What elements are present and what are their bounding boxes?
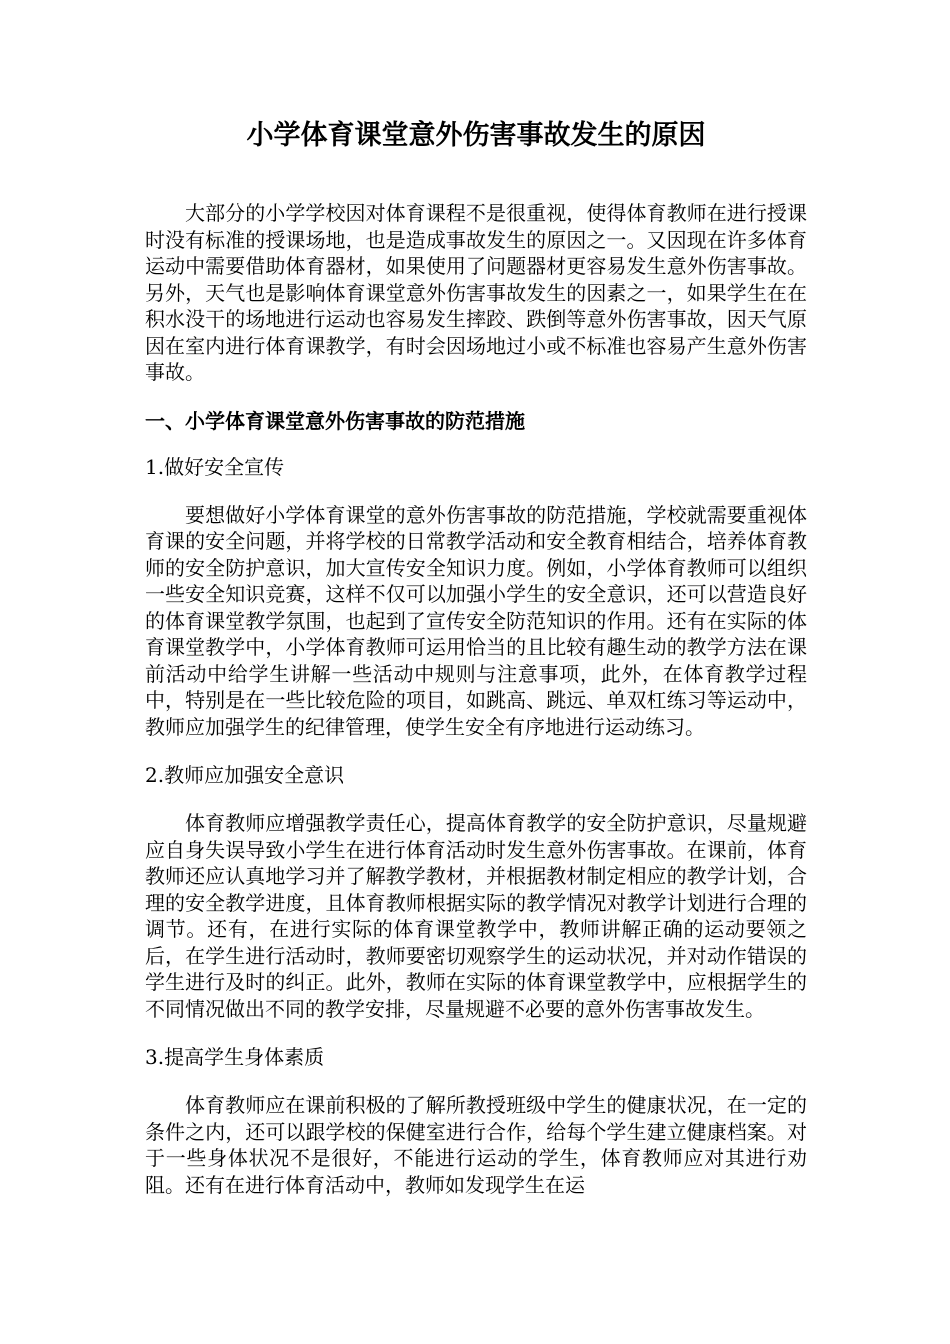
- paragraph-student-fitness: 体育教师应在课前积极的了解所教授班级中学生的健康状况，在一定的条件之内，还可以跟学校的保健室进行合作，给每个学生建立健康档案。对于一些身体状况不是很好，不能进行运动的学生，体育教师应对其进行劝阻。还有在进行体育活动中，教师如发现学生在运: [145, 1093, 807, 1197]
- intro-paragraph: 大部分的小学学校因对体育课程不是很重视，使得体育教师在进行授课时没有标准的授课场地，也是造成事故发生的原因之一。又因现在许多体育运动中需要借助体育器材，如果使用了问题器材更容易发生意外伤害事故。另外，天气也是影响体育课堂意外伤害事故发生的因素之一，如果学生在在积水没干的场地进行运动也容易发生摔跤、跌倒等意外伤害事故，因天气原因在室内进行体育课教学，有时会因场地过小或不标准也容易产生意外伤害事故。: [145, 201, 807, 385]
- paragraph-safety-promotion: 要想做好小学体育课堂的意外伤害事故的防范措施，学校就需要重视体育课的安全问题，并将学校的日常教学活动和安全教育相结合，培养体育教师的安全防护意识，加大宣传安全知识力度。例如，小学体育教师可以组织一些安全知识竞赛，这样不仅可以加强小学生的安全意识，还可以营造良好的体育课堂教学氛围，也起到了宣传安全防范知识的作用。还有在实际的体育课堂教学中，小学体育教师可运用恰当的且比较有趣生动的教学方法在课前活动中给学生讲解一些活动中规则与注意事项，此外，在体育教学过程中，特别是在一些比较危险的项目，如跳高、跳远、单双杠练习等运动中，教师应加强学生的纪律管理，使学生安全有序地进行运动练习。: [145, 502, 807, 739]
- section-heading-prevention: 一、小学体育课堂意外伤害事故的防范措施: [145, 408, 525, 433]
- subheading-teacher-awareness: 2.教师应加强安全意识: [145, 763, 345, 788]
- paragraph-teacher-awareness: 体育教师应增强教学责任心，提高体育教学的安全防护意识，尽量规避应自身失误导致小学生在进行体育活动时发生意外伤害事故。在课前，体育教师还应认真地学习并了解教学教材，并根据教材制定相应的教学计划，合理的安全教学进度，且体育教师根据实际的教学情况对教学计划进行合理的调节。还有，在进行实际的体育课堂教学中，教师讲解正确的运动要领之后，在学生进行活动时，教师要密切观察学生的运动状况，并对动作错误的学生进行及时的纠正。此外，教师在实际的体育课堂教学中，应根据学生的不同情况做出不同的教学安排，尽量规避不必要的意外伤害事故发生。: [145, 811, 807, 1021]
- subheading-student-fitness: 3.提高学生身体素质: [145, 1045, 325, 1070]
- subheading-safety-promotion: 1.做好安全宣传: [145, 454, 285, 479]
- document-page: [145, 120, 807, 1220]
- document-title: 小学体育课堂意外伤害事故发生的原因: [246, 120, 706, 151]
